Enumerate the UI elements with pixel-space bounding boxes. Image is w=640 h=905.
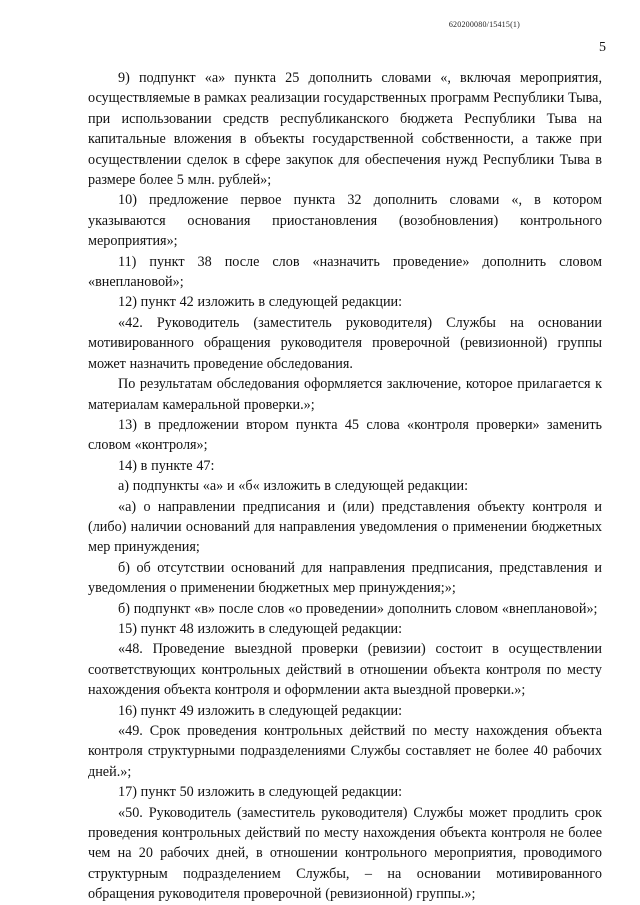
- document-body: [88, 68, 602, 905]
- paragraph-subitem-a: а) подпункты «а» и «б« изложить в следующей редакции:: [118, 478, 469, 495]
- paragraph-item-12: 12) пункт 42 изложить в следующей редакции:: [118, 294, 403, 311]
- paragraph-item-11: 11) пункт 38 после слов «назначить проведение» дополнить словом «внеплановой»;: [88, 253, 602, 291]
- paragraph-clause-b: б) об отсутствии оснований для направления предписания, представления и уведомления о применении бюджетных мер принуждения;»;: [88, 559, 602, 597]
- paragraph-clause-a: «а) о направлении предписания и (или) представления объекту контроля и (либо) наличии оснований для направления уведомления о применении бюджетных мер принуждения;: [88, 498, 602, 556]
- paragraph-item-9: 9) подпункт «а» пункта 25 дополнить словами «, включая мероприятия, осуществляемые в рамках реализации государственных программ Республики Тыва, при использовании средств республиканского бюджета Республики Тыва на капитальные вложения в объекты государственной собственности, а также при осуществлении сделок в сфере закупок для обеспечения нужд Республики Тыва в размере более 5 млн. рублей»;: [88, 70, 602, 189]
- paragraph-item-16: 16) пункт 49 изложить в следующей редакции:: [118, 702, 403, 719]
- paragraph-clause-48: «48. Проведение выездной проверки (ревизии) состоит в осуществлении соответствующих контрольных действий в отношении объекта контроля по месту нахождения объекта контроля и оформлении акта выездной проверки.»;: [88, 641, 602, 699]
- paragraph-subitem-b: б) подпункт «в» после слов «о проведении» дополнить словом «внеплановой»;: [118, 600, 598, 617]
- paragraph-clause-42-continued: По результатам обследования оформляется заключение, которое прилагается к материалам камеральной проверки.»;: [88, 376, 602, 413]
- page-number: 5: [599, 40, 606, 55]
- document-code: 620200080/15415(1): [448, 20, 520, 29]
- paragraph-item-14: 14) в пункте 47:: [118, 457, 215, 474]
- paragraph-clause-50: «50. Руководитель (заместитель руководителя) Службы может продлить срок проведения контрольных действий по месту нахождения объекта контроля не более чем на 20 рабочих дней, в отношении контрольного мероприятия, проводимого структурным подразделением Службы, – на основании мотивированного обращения руководителя проверочной (ревизионной) группы.»;: [88, 804, 602, 903]
- paragraph-item-15: 15) пункт 48 изложить в следующей редакции:: [118, 620, 403, 637]
- paragraph-clause-49: «49. Срок проведения контрольных действий по месту нахождения объекта контроля структурными подразделениями Службы составляет не более 40 рабочих дней.»;: [88, 723, 602, 780]
- paragraph-item-10: 10) предложение первое пункта 32 дополнить словами «, в котором указываются основания приостановления (возобновления) контрольного мероприятия»;: [88, 192, 602, 250]
- paragraph-item-13: 13) в предложении втором пункта 45 слова «контроля проверки» заменить словом «контроля»;: [88, 416, 602, 454]
- paragraph-clause-42: «42. Руководитель (заместитель руководителя) Службы на основании мотивированного обращения руководителя проверочной (ревизионной) группы может назначить проведение обследования.: [88, 314, 602, 372]
- paragraph-item-17: 17) пункт 50 изложить в следующей редакции:: [118, 784, 403, 801]
